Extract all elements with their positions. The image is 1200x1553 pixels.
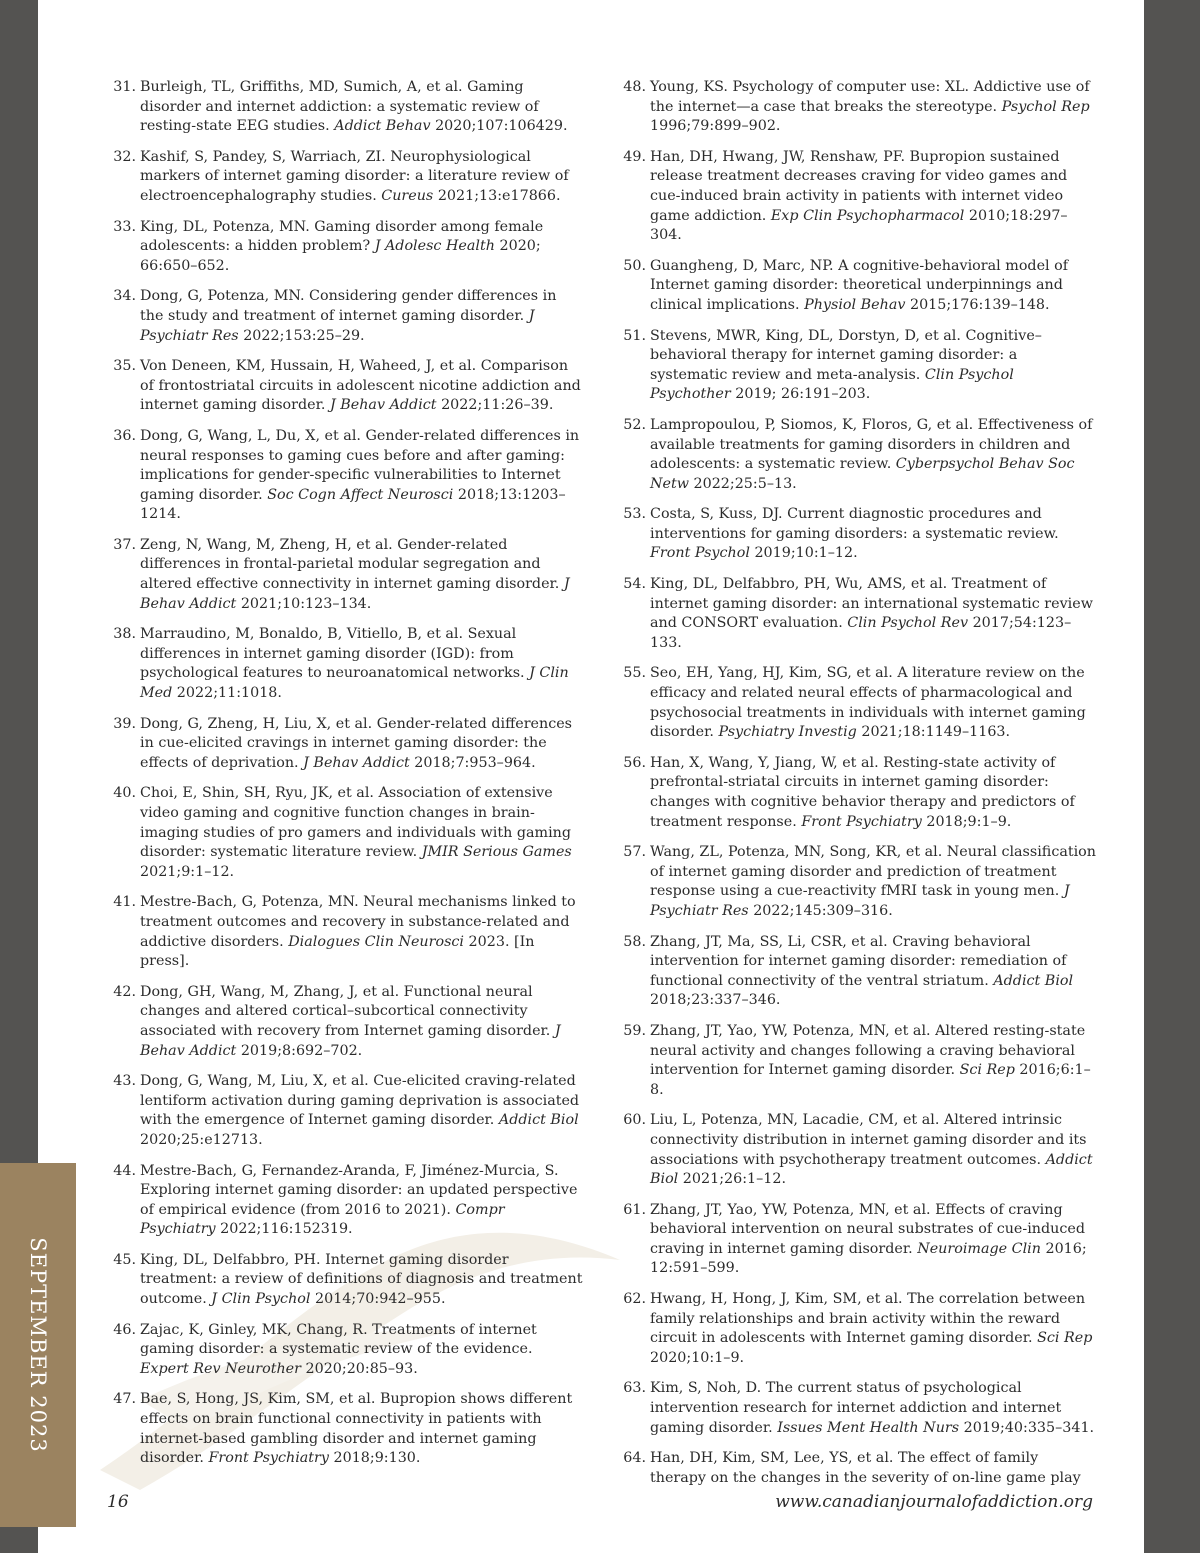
reference-body [650, 1201, 1097, 1279]
reference-citation: 2021;10:123–134. [236, 595, 372, 612]
reference-citation: 2019; 26:191–203. [730, 386, 871, 403]
reference-citation: 2016; 12:591–599. [650, 1240, 1087, 1277]
reference-number: 53. [623, 506, 646, 523]
reference-text: Dong, G, Zheng, H, Liu, X, et al. Gender-related differences in cue-elicited cravings in internet gaming disorder: the effects of deprivation. [140, 715, 573, 771]
reference-text: Marraudino, M, Bonaldo, B, Vitiello, B, et al. Sexual differences in internet gaming disorder (IGD): from psychological features to neuroanatomical networks. [140, 626, 530, 682]
reference-number: 43. [113, 1073, 136, 1090]
reference-text: Dong, G, Wang, L, Du, X, et al. Gender-related differences in neural responses to gaming cues before and after gaming: implications for gender-specific vulnerabilities to Internet gaming disorder. [140, 427, 580, 503]
side-tab-label: SEPTEMBER 2023 [26, 1237, 50, 1453]
reference-text: Han, DH, Kim, SM, Lee, YS, et al. The effect of family therapy on the changes in the severity of on-line game play [650, 1450, 1081, 1486]
reference-text: Dong, G, Potenza, MN. Considering gender differences in the study and treatment of internet gaming disorder. [140, 288, 557, 324]
reference-body [140, 78, 583, 137]
reference-journal: Psychiatry Investig [718, 724, 857, 741]
reference-text: Han, X, Wang, Y, Jiang, W, et al. Resting-state activity of prefrontal-striatal circuits in internet gaming disorder: changes with cognitive behavior therapy and predictors of treatment response. [650, 754, 1075, 830]
reference-journal: J Clin Psychol [211, 1291, 311, 1308]
reference-item [617, 575, 1097, 653]
reference-citation: 2020;25:e12713. [140, 1131, 263, 1148]
footer-url[interactable]: www.canadianjournalofaddiction.org [775, 1492, 1093, 1512]
reference-number: 40. [113, 785, 136, 802]
reference-citation: 2018;23:337–346. [650, 992, 781, 1009]
reference-item [617, 843, 1097, 921]
reference-citation: 2022;153:25–29. [238, 327, 365, 344]
reference-journal: Neuroimage Clin [917, 1240, 1041, 1257]
reference-journal: Addict Behav [334, 118, 431, 135]
reference-number: 38. [113, 626, 136, 643]
reference-text: Bae, S, Hong, JS, Kim, SM, et al. Bupropion shows different effects on brain functional connectivity in patients with internet-based gambling disorder and internet gaming disorder. [140, 1391, 573, 1467]
reference-text: Stevens, MWR, King, DL, Dorstyn, D, et al. Cognitive–behavioral therapy for internet gaming disorder: a systematic review and meta-analysis. [650, 327, 1042, 383]
reference-journal: Addict Biol [993, 972, 1074, 989]
reference-text: Zajac, K, Ginley, MK, Chang, R. Treatments of internet gaming disorder: a systematic review of the evidence. [140, 1321, 537, 1358]
reference-item [617, 327, 1097, 405]
reference-citation: 2021;18:1149–1163. [856, 724, 1011, 741]
reference-item [107, 1321, 583, 1380]
reference-body [650, 327, 1097, 405]
reference-item [107, 625, 583, 703]
reference-journal: J Clin Med [140, 665, 569, 702]
reference-body [140, 357, 583, 416]
reference-citation: 2020; 66:650–652. [140, 238, 541, 274]
reference-number: 32. [113, 148, 136, 165]
reference-item [107, 784, 583, 882]
reference-number: 58. [623, 933, 646, 950]
reference-text: Guangheng, D, Marc, NP. A cognitive-behavioral model of Internet gaming disorder: theoretical underpinnings and clinical implications. [650, 257, 1069, 313]
reference-number: 37. [113, 536, 136, 553]
reference-body [650, 257, 1097, 316]
reference-citation: 2021;9:1–12. [140, 863, 235, 880]
reference-body [140, 784, 583, 882]
reference-body [650, 1379, 1097, 1438]
reference-journal: J Behav Addict [140, 1022, 561, 1059]
reference-body [140, 1321, 583, 1380]
reference-body [650, 575, 1097, 653]
reference-item [107, 893, 583, 971]
reference-item [107, 78, 583, 137]
reference-citation: 2019;40:335–341. [959, 1419, 1095, 1436]
reference-item [617, 148, 1097, 246]
reference-number: 36. [113, 427, 136, 444]
reference-item [107, 148, 583, 207]
reference-body [140, 1251, 583, 1310]
reference-item [617, 1379, 1097, 1438]
reference-body [650, 148, 1097, 246]
reference-citation: 2018;13:1203–1214. [140, 486, 566, 523]
reference-number: 56. [623, 754, 646, 771]
reference-number: 49. [623, 148, 646, 165]
reference-number: 46. [113, 1321, 136, 1338]
reference-journal: Clin Psychol Rev [847, 615, 969, 632]
reference-number: 47. [113, 1391, 136, 1408]
reference-journal: Front Psychiatry [208, 1450, 329, 1467]
reference-text: Lampropoulou, P, Siomos, K, Floros, G, et al. Effectiveness of available treatments for gaming disorders in children and adolescents: a systematic review. [650, 416, 1093, 473]
reference-text: Han, DH, Hwang, JW, Renshaw, PF. Bupropion sustained release treatment decreases craving for video games and cue-induced brain activity in patients with internet video game addiction. [650, 148, 1068, 224]
reference-number: 63. [623, 1380, 646, 1397]
reference-body [650, 78, 1097, 137]
reference-number: 48. [623, 79, 646, 95]
reference-number: 59. [623, 1022, 646, 1039]
reference-journal: J Behav Addict [329, 397, 437, 414]
reference-journal: Expert Rev Neurother [140, 1360, 301, 1377]
reference-text: Choi, E, Shin, SH, Ryu, JK, et al. Association of extensive video gaming and cognitive function changes in brain-imaging studies of pro gamers and individuals with gaming disorder: systematic literature review. [140, 785, 572, 861]
reference-citation: 2022;11:26–39. [436, 397, 554, 414]
reference-journal: J Psychiatr Res [140, 307, 535, 344]
reference-citation: 2019;10:1–12. [749, 545, 858, 562]
reference-body [140, 625, 583, 703]
reference-citation: 2020;107:106429. [430, 118, 568, 135]
reference-citation: 2019;8:692–702. [236, 1042, 363, 1059]
reference-body [650, 1290, 1097, 1368]
reference-body [650, 933, 1097, 1011]
reference-item [107, 1162, 583, 1240]
reference-body [650, 1022, 1097, 1100]
reference-journal: Soc Cogn Affect Neurosci [267, 486, 454, 503]
reference-text: Zhang, JT, Yao, YW, Potenza, MN, et al. Altered resting-state neural activity and changes following a craving behavioral intervention for Internet gaming disorder. [650, 1022, 1086, 1079]
reference-number: 57. [623, 844, 646, 861]
reference-body [140, 218, 583, 277]
reference-body [140, 1162, 583, 1240]
reference-journal: Exp Clin Psychopharmacol [770, 207, 965, 224]
reference-item [617, 1290, 1097, 1368]
reference-number: 35. [113, 358, 136, 375]
reference-text: Kim, S, Noh, D. The current status of psychological intervention research for internet addiction and internet gaming disorder. [650, 1380, 1062, 1436]
reference-body [140, 893, 583, 971]
reference-body [140, 427, 583, 525]
reference-number: 50. [623, 257, 646, 274]
reference-text: King, DL, Delfabbro, PH. Internet gaming disorder treatment: a review of definitions of diagnosis and treatment outcome. [140, 1251, 583, 1308]
reference-number: 61. [623, 1201, 646, 1218]
reference-number: 64. [623, 1450, 646, 1467]
reference-text: Mestre-Bach, G, Potenza, MN. Neural mechanisms linked to treatment outcomes and recovery in substance-related and addictive disorders. [140, 894, 576, 950]
page-number: 16 [107, 1492, 129, 1512]
reference-text: Wang, ZL, Potenza, MN, Song, KR, et al. Neural classification of internet gaming disorder and prediction of treatment response using a cue-reactivity fMRI task in young men. [650, 844, 1096, 900]
reference-item [617, 505, 1097, 564]
reference-journal: Addict Biol [498, 1112, 579, 1129]
reference-item [617, 257, 1097, 316]
reference-item [107, 1390, 583, 1468]
reference-number: 51. [623, 327, 646, 344]
reference-body [140, 287, 583, 346]
references-column-left [107, 78, 583, 1480]
reference-number: 44. [113, 1162, 136, 1179]
reference-journal: Clin Psychol Psychother [650, 366, 1014, 403]
reference-item [617, 1022, 1097, 1100]
reference-item [617, 78, 1097, 137]
reference-number: 62. [623, 1291, 646, 1308]
reference-item [107, 427, 583, 525]
reference-body [650, 1449, 1097, 1488]
reference-journal: Psychol Rep [1001, 98, 1090, 115]
reference-item [617, 933, 1097, 1011]
reference-journal: Issues Ment Health Nurs [777, 1419, 960, 1436]
reference-text: Kashif, S, Pandey, S, Warriach, ZI. Neurophysiological markers of internet gaming disorder: a literature review of electroencephalography studies. [140, 148, 569, 204]
reference-text: King, DL, Potenza, MN. Gaming disorder among female adolescents: a hidden problem? [140, 218, 544, 255]
reference-journal: JMIR Serious Games [421, 844, 572, 861]
reference-item [107, 715, 583, 774]
reference-citation: 2020;10:1–9. [650, 1349, 745, 1366]
reference-body [140, 536, 583, 614]
reference-item [617, 1111, 1097, 1189]
reference-citation: 2022;11:1018. [172, 685, 282, 702]
reference-number: 42. [113, 983, 136, 1000]
reference-citation: 2022;25:5–13. [688, 475, 797, 492]
reference-journal: Cureus [381, 187, 434, 204]
reference-journal: J Adolesc Health [374, 238, 495, 255]
reference-number: 41. [113, 894, 136, 911]
reference-journal: Front Psychol [650, 545, 750, 562]
reference-journal: Physiol Behav [804, 296, 906, 313]
reference-number: 34. [113, 288, 136, 305]
reference-item [107, 983, 583, 1061]
reference-citation: 2023. [In press]. [140, 933, 535, 970]
reference-journal: J Behav Addict [303, 754, 410, 771]
reference-citation: 2014;70:942–955. [310, 1291, 446, 1308]
reference-text: Dong, G, Wang, M, Liu, X, et al. Cue-elicited craving-related lentiform activation during gaming deprivation is associated with the emergence of Internet gaming disorder. [140, 1073, 580, 1129]
reference-citation: 2022;145:309–316. [748, 902, 893, 919]
reference-journal: Compr Psychiatry [140, 1201, 505, 1238]
reference-body [140, 1390, 583, 1468]
reference-text: Von Deneen, KM, Hussain, H, Waheed, J, et al. Comparison of frontostriatal circuits in adolescent nicotine addiction and internet gaming disorder. [140, 358, 581, 414]
reference-body [650, 505, 1097, 564]
reference-number: 31. [113, 79, 136, 95]
reference-citation: 2022;116:152319. [215, 1221, 353, 1238]
reference-text: Zhang, JT, Yao, YW, Potenza, MN, et al. Effects of craving behavioral intervention on neural substrates of cue-induced craving in internet gaming disorder. [650, 1201, 1085, 1257]
reference-text: King, DL, Delfabbro, PH, Wu, AMS, et al. Treatment of internet gaming disorder: an international systematic review and CONSORT evaluation. [650, 576, 1093, 632]
reference-citation: 2021;13:e17866. [433, 187, 561, 204]
reference-citation: 2017;54:123–133. [650, 615, 1072, 651]
reference-number: 33. [113, 218, 136, 235]
reference-journal: Sci Rep [959, 1062, 1015, 1079]
reference-item [617, 664, 1097, 742]
reference-journal: Addict Biol [650, 1151, 1093, 1188]
reference-text: Young, KS. Psychology of computer use: XL. Addictive use of the internet—a case that breaks the stereotype. [650, 79, 1090, 115]
reference-body [650, 416, 1097, 494]
reference-citation: 2016;6:1–8. [650, 1062, 1091, 1098]
reference-text: Dong, GH, Wang, M, Zhang, J, et al. Functional neural changes and altered cortical–subcortical connectivity associated with recovery from Internet gaming disorder. [140, 983, 555, 1039]
reference-item [617, 416, 1097, 494]
reference-item [107, 1251, 583, 1310]
reference-body [140, 983, 583, 1061]
reference-journal: J Psychiatr Res [650, 883, 1070, 919]
reference-text: Mestre-Bach, G, Fernandez-Aranda, F, Jiménez-Murcia, S. Exploring internet gaming disorder: an updated perspective of empirical evidence (from 2016 to 2021). [140, 1162, 578, 1218]
reference-citation: 2015;176:139–148. [905, 296, 1050, 313]
reference-number: 45. [113, 1251, 136, 1268]
reference-item [617, 1201, 1097, 1279]
reference-journal: Cyberpsychol Behav Soc Netw [650, 456, 1075, 492]
reference-item [617, 754, 1097, 832]
reference-text: Costa, S, Kuss, DJ. Current diagnostic procedures and interventions for gaming disorders: a systematic review. [650, 506, 1059, 542]
reference-item [107, 287, 583, 346]
reference-item [107, 536, 583, 614]
reference-text: Zhang, JT, Ma, SS, Li, CSR, et al. Craving behavioral intervention for internet gaming disorder: remediation of functional connectivity of the ventral striatum. [650, 933, 1067, 989]
reference-text: Seo, EH, Yang, HJ, Kim, SG, et al. A literature review on the efficacy and related neural effects of pharmacological and psychosocial treatments in individuals with internet gaming disorder. [650, 665, 1086, 741]
reference-number: 60. [623, 1112, 646, 1129]
references-column-right [617, 78, 1097, 1499]
reference-citation: 2018;7:953–964. [409, 754, 536, 771]
reference-body [650, 843, 1097, 921]
reference-body [650, 754, 1097, 832]
reference-text: Zeng, N, Wang, M, Zheng, H, et al. Gender-related differences in frontal-parietal modular segregation and altered effective connectivity in internet gaming disorder. [140, 536, 564, 593]
reference-journal: Front Psychiatry [801, 813, 922, 830]
reference-citation: 2020;20:85–93. [300, 1360, 418, 1377]
reference-text: Burleigh, TL, Griffiths, MD, Sumich, A, et al. Gaming disorder and internet addiction: a systematic review of resting-state EEG studies. [140, 79, 539, 135]
reference-number: 52. [623, 416, 646, 433]
reference-item [617, 1449, 1097, 1488]
reference-text: Liu, L, Potenza, MN, Lacadie, CM, et al. Altered intrinsic connectivity distribution in internet gaming disorder and its associations with psychotherapy treatment outcomes. [650, 1112, 1087, 1168]
reference-journal: J Behav Addict [140, 576, 570, 612]
reference-citation: 2021;26:1–12. [678, 1171, 787, 1188]
reference-body [650, 664, 1097, 742]
reference-body [140, 148, 583, 207]
reference-text: Hwang, H, Hong, J, Kim, SM, et al. The correlation between family relationships and brain activity within the reward circuit in adolescents with Internet gaming disorder. [650, 1291, 1086, 1347]
reference-item [107, 218, 583, 277]
reference-item [107, 357, 583, 416]
reference-journal: Dialogues Clin Neurosci [288, 933, 465, 950]
reference-body [140, 715, 583, 774]
reference-citation: 2010;18:297–304. [650, 207, 1068, 244]
reference-body [650, 1111, 1097, 1189]
reference-item [107, 1072, 583, 1150]
reference-journal: Sci Rep [1037, 1330, 1093, 1347]
reference-citation: 2018;9:1–9. [921, 813, 1012, 830]
reference-number: 54. [623, 576, 646, 593]
reference-citation: 1996;79:899–902. [650, 118, 781, 135]
reference-number: 39. [113, 715, 136, 732]
reference-citation: 2018;9:130. [328, 1450, 421, 1467]
reference-number: 55. [623, 665, 646, 682]
reference-body [140, 1072, 583, 1150]
